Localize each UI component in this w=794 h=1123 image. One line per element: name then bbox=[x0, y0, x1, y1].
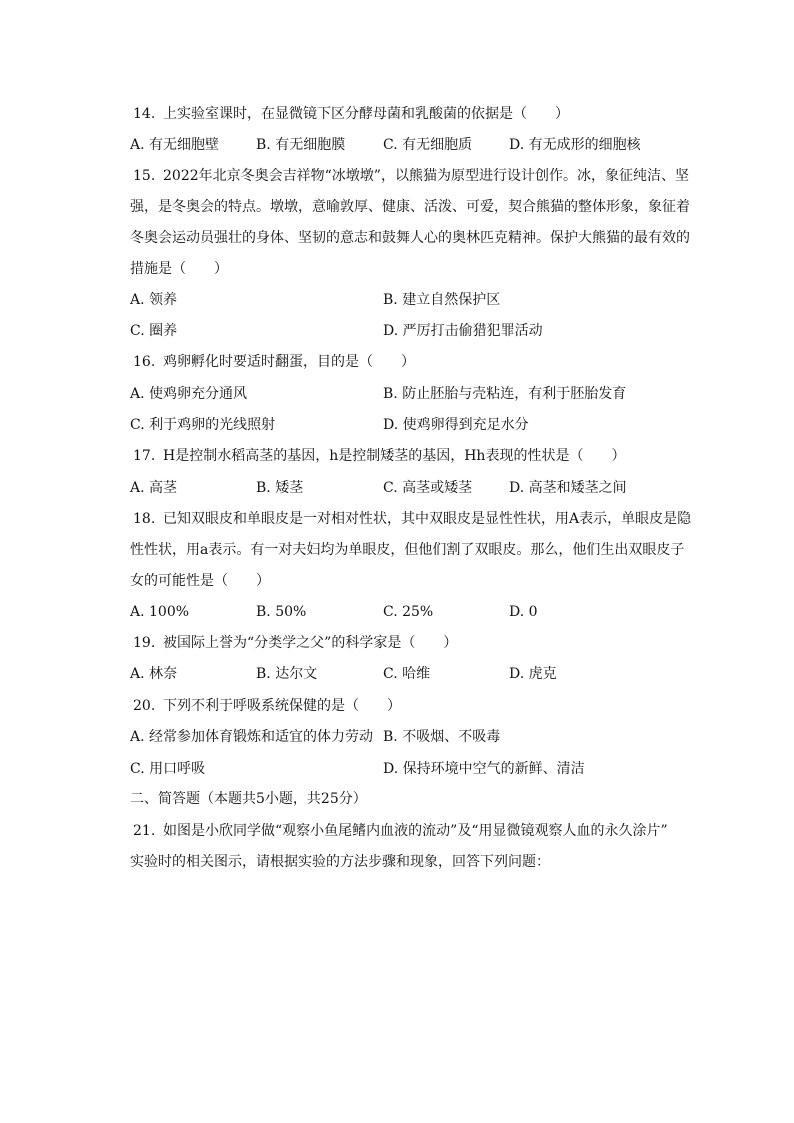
question-number: 17. bbox=[133, 448, 156, 464]
question-number: 16. bbox=[133, 354, 156, 370]
option-b: B. 不吸烟、不吸毒 bbox=[383, 729, 501, 745]
question-text-cont: 实验时的相关图示，请根据实验的方法步骤和现象，回答下列问题： bbox=[130, 854, 550, 870]
question-text-cont: 强，是冬奥会的特点。墩墩，意喻敦厚、健康、活泼、可爱，契合熊猫的整体形象，象征着 bbox=[130, 199, 690, 215]
option-c: C. 有无细胞质 bbox=[383, 137, 473, 153]
option-b: B. 达尔文 bbox=[256, 666, 318, 682]
question-text: 上实验室课时，在显微镜下区分酵母菌和乳酸菌的依据是（ ） bbox=[163, 106, 569, 122]
option-d: D. 虎克 bbox=[509, 666, 557, 682]
question-18 bbox=[133, 510, 691, 528]
question-text-cont: 女的可能性是（ ） bbox=[130, 573, 270, 589]
option-d: D. 使鸡卵得到充足水分 bbox=[383, 417, 529, 433]
option-a: A. 领养 bbox=[130, 292, 178, 308]
question-21 bbox=[133, 822, 668, 840]
question-text: 下列不利于呼吸系统保健的是（ ） bbox=[163, 698, 401, 714]
option-b: B. 50% bbox=[256, 604, 307, 620]
question-text: 被国际上誉为“分类学之父”的科学家是（ ） bbox=[163, 635, 458, 651]
option-b: B. 建立自然保护区 bbox=[383, 292, 501, 308]
option-c: C. 利于鸡卵的光线照射 bbox=[130, 417, 276, 433]
question-20 bbox=[133, 697, 401, 715]
option-c: C. 圈养 bbox=[130, 323, 178, 339]
option-b: B. 矮茎 bbox=[256, 480, 304, 496]
option-b: B. 有无细胞膜 bbox=[256, 137, 346, 153]
option-d: D. 高茎和矮茎之间 bbox=[509, 480, 627, 496]
question-text: 已知双眼皮和单眼皮是一对相对性状，其中双眼皮是显性性状，用A表示，单眼皮是隐 bbox=[163, 511, 692, 527]
option-d: D. 严厉打击偷猎犯罪活动 bbox=[383, 323, 543, 339]
option-c: C. 25% bbox=[383, 604, 434, 620]
question-text: 2022年北京冬奥会吉祥物“冰墩墩”，以熊猫为原型进行设计创作。冰，象征纯洁、坚 bbox=[163, 168, 689, 184]
question-15 bbox=[133, 167, 689, 185]
option-a: A. 林奈 bbox=[130, 666, 178, 682]
question-number: 15. bbox=[133, 168, 156, 184]
option-a: A. 高茎 bbox=[130, 480, 178, 496]
question-16 bbox=[133, 353, 415, 371]
option-d: D. 保持环境中空气的新鲜、清洁 bbox=[383, 761, 585, 777]
question-17 bbox=[133, 447, 625, 465]
question-number: 14. bbox=[133, 106, 156, 122]
option-c: C. 高茎或矮茎 bbox=[383, 480, 473, 496]
question-14 bbox=[133, 105, 569, 123]
option-a: A. 使鸡卵充分通风 bbox=[130, 386, 248, 402]
option-a: A. 有无细胞壁 bbox=[130, 137, 220, 153]
question-text-cont: 性性状，用a表示。有一对夫妇均为单眼皮，但他们割了双眼皮。那么，他们生出双眼皮子 bbox=[130, 542, 685, 558]
option-a: A. 经常参加体育锻炼和适宜的体力劳动 bbox=[130, 729, 374, 745]
option-c: C. 哈维 bbox=[383, 666, 431, 682]
question-number: 21. bbox=[133, 823, 156, 839]
question-19 bbox=[133, 634, 457, 652]
question-number: 20. bbox=[133, 698, 156, 714]
option-d: D. 0 bbox=[509, 604, 538, 620]
question-number: 19. bbox=[133, 635, 156, 651]
question-text: 鸡卵孵化时要适时翻蛋，目的是（ ） bbox=[163, 354, 415, 370]
question-text: 如图是小欣同学做“观察小鱼尾鳍内血液的流动”及“用显微镜观察人血的永久涂片” bbox=[163, 823, 668, 839]
question-text-cont: 措施是（ ） bbox=[130, 261, 228, 277]
option-a: A. 100% bbox=[130, 604, 190, 620]
question-number: 18. bbox=[133, 511, 156, 527]
option-b: B. 防止胚胎与壳粘连，有利于胚胎发育 bbox=[383, 386, 627, 402]
question-text-cont: 冬奥会运动员强壮的身体、坚韧的意志和鼓舞人心的奥林匹克精神。保护大熊猫的最有效的 bbox=[130, 230, 690, 246]
option-c: C. 用口呼吸 bbox=[130, 761, 206, 777]
section-heading: 二、简答题（本题共5小题，共25分） bbox=[130, 791, 367, 807]
question-text: H是控制水稻高茎的基因，h是控制矮茎的基因，Hh表现的性状是（ ） bbox=[163, 448, 626, 464]
option-d: D. 有无成形的细胞核 bbox=[509, 137, 641, 153]
